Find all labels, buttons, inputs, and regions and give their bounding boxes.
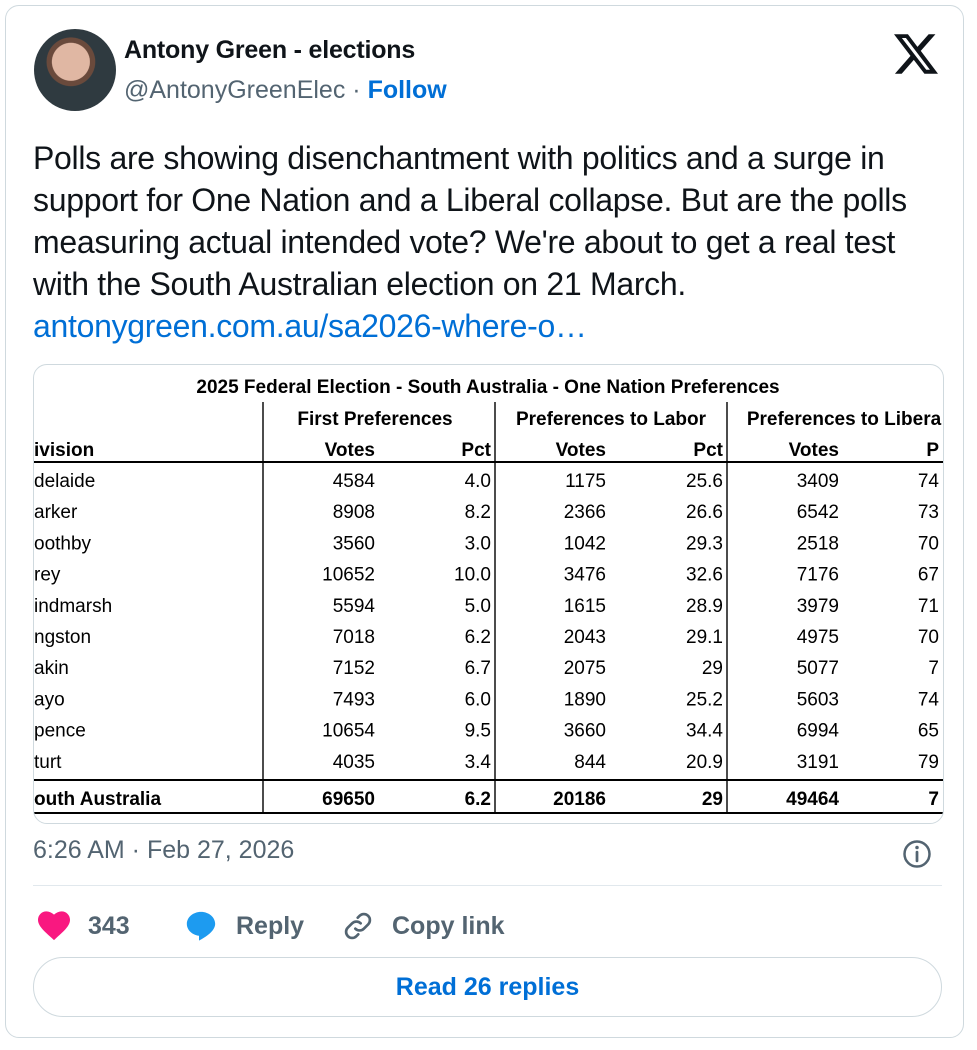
table-cell: 844	[574, 751, 606, 773]
table-cell: oothby	[34, 533, 92, 555]
table-cell: 73	[917, 502, 939, 524]
table-cell: 2043	[563, 627, 606, 648]
reply-label: Reply	[236, 911, 305, 940]
handle-row	[124, 76, 447, 105]
avatar[interactable]	[34, 29, 116, 111]
table-cell: 2518	[796, 533, 839, 555]
table-cell: 7	[928, 658, 939, 680]
table-cell: 29.1	[686, 627, 723, 648]
table-cell: 29	[701, 658, 723, 680]
table-cell: 5594	[332, 595, 375, 617]
preferences-table	[34, 365, 943, 823]
table-cell: 25.6	[686, 471, 723, 492]
read-replies-button[interactable]: Read 26 replies	[33, 957, 942, 1017]
table-cell: 3.4	[464, 751, 491, 773]
column-header: P	[926, 440, 939, 461]
separator: ·	[352, 76, 361, 104]
column-header: ivision	[34, 440, 95, 461]
table-cell: 65	[917, 720, 939, 742]
media-table-image[interactable]	[33, 364, 944, 824]
table-cell: 70	[917, 533, 939, 555]
table-cell: 9.5	[464, 720, 491, 742]
table-cell: 3476	[563, 564, 606, 586]
table-cell: 8.2	[464, 502, 491, 524]
table-cell: 67	[917, 564, 939, 586]
column-header: Votes	[324, 440, 375, 461]
table-cell: 7152	[332, 658, 375, 680]
total-cell: 49464	[786, 789, 839, 810]
tweet-card	[5, 5, 964, 1038]
link-icon	[342, 910, 374, 942]
info-icon[interactable]	[902, 839, 932, 869]
table-cell: ayo	[34, 689, 65, 711]
column-header: Pct	[693, 440, 723, 461]
table-cell: 3560	[332, 533, 375, 555]
tweet-text	[33, 137, 948, 347]
group-header: Preferences to Labor	[515, 409, 707, 430]
table-cell: 4035	[332, 751, 375, 773]
table-cell: 5077	[796, 658, 839, 680]
copy-link-button[interactable]	[342, 906, 505, 946]
table-cell: 3409	[796, 471, 839, 492]
like-button[interactable]	[38, 906, 130, 946]
table-cell: 74	[917, 689, 939, 711]
table-cell: 3660	[563, 720, 606, 742]
table-cell: 6.2	[464, 627, 491, 648]
table-cell: 1175	[565, 471, 606, 492]
table-cell: 6994	[796, 720, 839, 742]
table-cell: delaide	[34, 471, 96, 492]
table-cell: 71	[917, 595, 939, 617]
table-cell: pence	[34, 720, 86, 742]
total-cell: 6.2	[464, 789, 491, 810]
table-cell: indmarsh	[34, 595, 113, 617]
table-cell: akin	[34, 658, 69, 680]
table-cell: 3979	[796, 595, 839, 617]
table-cell: 28.9	[686, 595, 723, 617]
table-cell: 74	[917, 471, 939, 492]
speech-bubble-icon	[184, 909, 218, 943]
author-name[interactable]: Antony Green - elections	[124, 36, 416, 64]
table-cell: 7018	[332, 627, 375, 648]
author-handle[interactable]: @AntonyGreenElec	[124, 76, 346, 104]
column-header: Votes	[788, 440, 839, 461]
table-cell: 4584	[332, 471, 375, 492]
table-cell: 8908	[332, 502, 375, 524]
group-header: Preferences to Libera	[746, 409, 942, 430]
table-cell: 1615	[563, 595, 606, 617]
table-cell: 4975	[796, 627, 839, 648]
column-header: Votes	[555, 440, 606, 461]
table-cell: turt	[34, 751, 62, 773]
reply-button[interactable]	[184, 906, 304, 946]
table-cell: 1890	[563, 689, 606, 711]
table-cell: 4.0	[464, 471, 491, 492]
group-header: First Preferences	[297, 409, 453, 430]
table-cell: 2075	[563, 658, 606, 680]
table-cell: 20.9	[686, 751, 723, 773]
table-cell: 25.2	[686, 689, 723, 711]
total-cell: outh Australia	[34, 789, 162, 810]
tweet-timestamp[interactable]: 6:26 AM · Feb 27, 2026	[33, 836, 295, 864]
table-cell: 6542	[796, 502, 839, 524]
total-cell: 69650	[322, 789, 375, 810]
table-cell: ngston	[34, 627, 92, 648]
total-cell: 7	[928, 789, 939, 810]
table-cell: 5603	[796, 689, 839, 711]
table-cell: rey	[34, 564, 61, 586]
table-cell: 3.0	[464, 533, 491, 555]
table-cell: 29.3	[686, 533, 723, 555]
table-cell: 10652	[322, 564, 375, 586]
table-cell: 1042	[563, 533, 606, 555]
table-cell: 7493	[332, 689, 375, 711]
table-cell: arker	[34, 502, 78, 524]
x-logo-icon[interactable]	[894, 32, 938, 76]
table-cell: 3191	[796, 751, 839, 773]
like-count: 343	[88, 911, 130, 940]
total-cell: 29	[701, 789, 723, 810]
heart-icon	[38, 911, 70, 941]
table-cell: 34.4	[686, 720, 723, 742]
table-cell: 26.6	[686, 502, 723, 524]
table-cell: 5.0	[464, 595, 491, 617]
table-cell: 2366	[563, 502, 606, 524]
divider	[33, 885, 942, 886]
table-cell: 10.0	[454, 564, 491, 586]
copy-link-label: Copy link	[392, 911, 505, 940]
follow-button[interactable]: Follow	[367, 76, 447, 104]
table-cell: 7176	[796, 564, 839, 586]
table-cell: 32.6	[686, 564, 723, 586]
table-title: 2025 Federal Election - South Australia - One Nation Preferences	[196, 377, 780, 398]
table-cell: 6.0	[464, 689, 491, 711]
table-cell: 10654	[322, 720, 375, 742]
table-cell: 6.7	[464, 658, 491, 680]
table-cell: 79	[917, 751, 939, 773]
tweet-body: Polls are showing disenchantment with politics and a surge in support for One Nation and a Liberal collapse. But are the polls measuring actual intended vote? We're about to get a real test with the South Australian election on 21 March.	[33, 140, 907, 302]
tweet-link[interactable]: antonygreen.com.au/sa2026-where-o…	[33, 308, 587, 344]
table-cell: 70	[917, 627, 939, 648]
column-header: Pct	[461, 440, 491, 461]
total-cell: 20186	[553, 789, 606, 810]
